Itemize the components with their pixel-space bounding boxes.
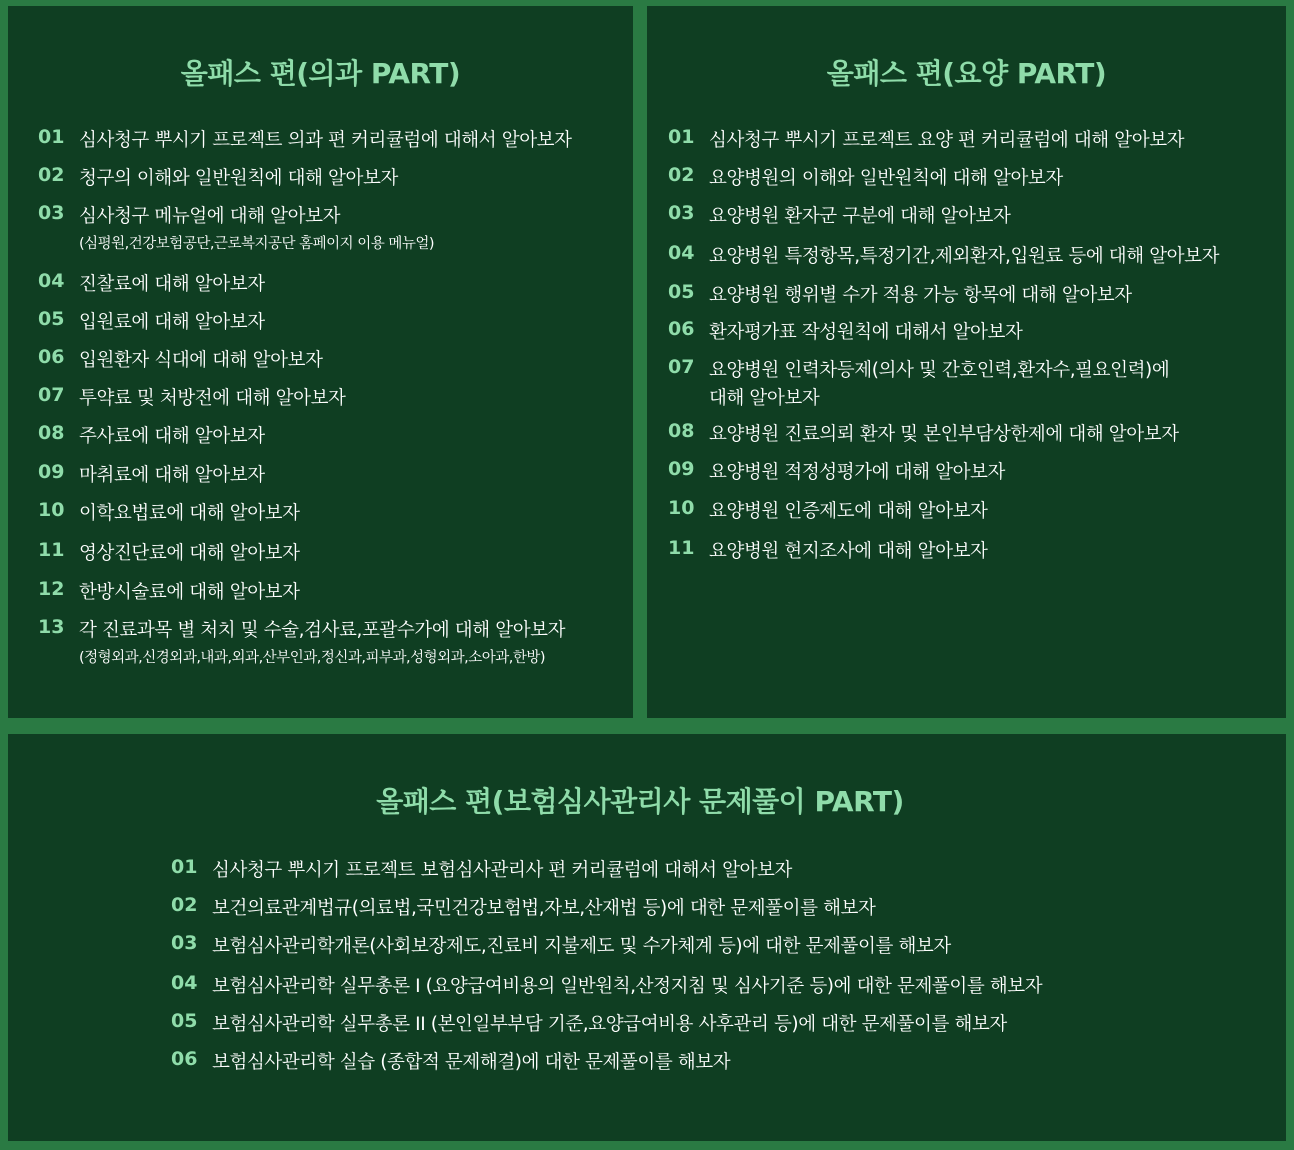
item-text: 보험심사관리학개론(사회보장제도,진료비 지불제도 및 수가체계 등)에 대한 문제풀이를 해보자 — [212, 936, 951, 957]
item-text: 요양병원 행위별 수가 적용 가능 항목에 대해 알아보자 — [709, 285, 1132, 306]
item-text: 보험심사관리학 실무총론 I (요양급여비용의 일반원칙,산정지침 및 심사기준 등)에 대한 문제풀이를 해보자 — [212, 976, 1043, 997]
item-number: 12 — [38, 578, 65, 600]
item-text-block — [709, 356, 1169, 410]
item-number: 11 — [668, 537, 695, 559]
item-text: 요양병원 인력차등제(의사 및 간호인력,환자수,필요인력)에 — [709, 360, 1170, 381]
item-text: 한방시술료에 대해 알아보자 — [79, 582, 300, 603]
item-number: 09 — [668, 458, 695, 480]
item-number: 02 — [38, 164, 65, 186]
item-text: 진찰료에 대해 알아보자 — [79, 274, 265, 295]
item-number: 05 — [38, 308, 65, 330]
item-text: 이학요법료에 대해 알아보자 — [79, 503, 300, 524]
quiz-part-panel — [8, 734, 1286, 1141]
item-text: 각 진료과목 별 처치 및 수술,검사료,포괄수가에 대해 알아보자 — [79, 620, 566, 641]
item-number: 01 — [171, 856, 198, 878]
item-text: 영상진단료에 대해 알아보자 — [79, 543, 300, 564]
item-number: 08 — [668, 420, 695, 442]
item-number: 08 — [38, 422, 65, 444]
item-text: 입원료에 대해 알아보자 — [79, 312, 265, 333]
quiz-part-title: 올패스 편(보험심사관리사 문제풀이 PART) — [376, 785, 904, 818]
item-subtext: (정형외과,신경외과,내과,외과,산부인과,정신과,피부과,성형외과,소아과,한방) — [79, 650, 546, 666]
medical-part-title: 올패스 편(의과 PART) — [180, 57, 461, 90]
item-number: 03 — [171, 932, 198, 954]
item-number: 01 — [38, 126, 65, 148]
item-text: 요양병원 현지조사에 대해 알아보자 — [709, 541, 988, 562]
item-text: 심사청구 뿌시기 프로젝트 요양 편 커리큘럼에 대해 알아보자 — [709, 130, 1185, 151]
item-number: 13 — [38, 616, 65, 638]
item-text: 보건의료관계법규(의료법,국민건강보험법,자보,산재법 등)에 대한 문제풀이를 해보자 — [212, 898, 876, 919]
item-number: 01 — [668, 126, 695, 148]
item-number: 06 — [171, 1048, 198, 1070]
item-text: 마취료에 대해 알아보자 — [79, 465, 265, 486]
care-part-title: 올패스 편(요양 PART) — [826, 57, 1107, 90]
item-text-block — [79, 616, 565, 667]
item-number: 09 — [38, 461, 65, 483]
item-number: 04 — [38, 270, 65, 292]
item-number: 11 — [38, 539, 65, 561]
item-text: 요양병원 환자군 구분에 대해 알아보자 — [709, 206, 1011, 227]
item-text-block — [79, 202, 434, 253]
item-text: 심사청구 메뉴얼에 대해 알아보자 — [79, 206, 341, 227]
item-text: 심사청구 뿌시기 프로젝트 보험심사관리사 편 커리큘럼에 대해서 알아보자 — [212, 860, 792, 881]
item-text: 입원환자 식대에 대해 알아보자 — [79, 350, 323, 371]
medical-part-panel — [8, 6, 633, 718]
item-text: 요양병원 진료의뢰 환자 및 본인부담상한제에 대해 알아보자 — [709, 424, 1179, 445]
care-part-panel — [647, 6, 1286, 718]
item-number: 03 — [668, 202, 695, 224]
item-number: 07 — [38, 384, 65, 406]
item-number: 04 — [668, 242, 695, 264]
item-number: 05 — [668, 281, 695, 303]
item-text: 요양병원 적정성평가에 대해 알아보자 — [709, 462, 1005, 483]
item-text: 보험심사관리학 실무총론 II (본인일부부담 기준,요양급여비용 사후관리 등)에 대한 문제풀이를 해보자 — [212, 1014, 1007, 1035]
item-text: 요양병원 인증제도에 대해 알아보자 — [709, 501, 988, 522]
item-text: 환자평가표 작성원칙에 대해서 알아보자 — [709, 322, 1023, 343]
item-subtext: (심평원,건강보험공단,근로복지공단 홈페이지 이용 메뉴얼) — [79, 236, 435, 252]
item-text: 요양병원의 이해와 일반원칙에 대해 알아보자 — [709, 168, 1063, 189]
item-number: 04 — [171, 972, 198, 994]
item-number: 02 — [171, 894, 198, 916]
item-number: 05 — [171, 1010, 198, 1032]
item-text: 보험심사관리학 실습 (종합적 문제해결)에 대한 문제풀이를 해보자 — [212, 1052, 731, 1073]
item-text: 심사청구 뿌시기 프로젝트 의과 편 커리큘럼에 대해서 알아보자 — [79, 130, 572, 151]
item-number: 06 — [668, 318, 695, 340]
item-text: 주사료에 대해 알아보자 — [79, 426, 265, 447]
item-number: 03 — [38, 202, 65, 224]
item-text: 투약료 및 처방전에 대해 알아보자 — [79, 388, 346, 409]
item-number: 10 — [668, 497, 695, 519]
item-text: 요양병원 특정항목,특정기간,제외환자,입원료 등에 대해 알아보자 — [709, 246, 1220, 267]
item-number: 10 — [38, 499, 65, 521]
item-number: 07 — [668, 356, 695, 378]
item-number: 06 — [38, 346, 65, 368]
item-text: 청구의 이해와 일반원칙에 대해 알아보자 — [79, 168, 398, 189]
item-text-line2: 대해 알아보자 — [709, 388, 820, 409]
item-number: 02 — [668, 164, 695, 186]
